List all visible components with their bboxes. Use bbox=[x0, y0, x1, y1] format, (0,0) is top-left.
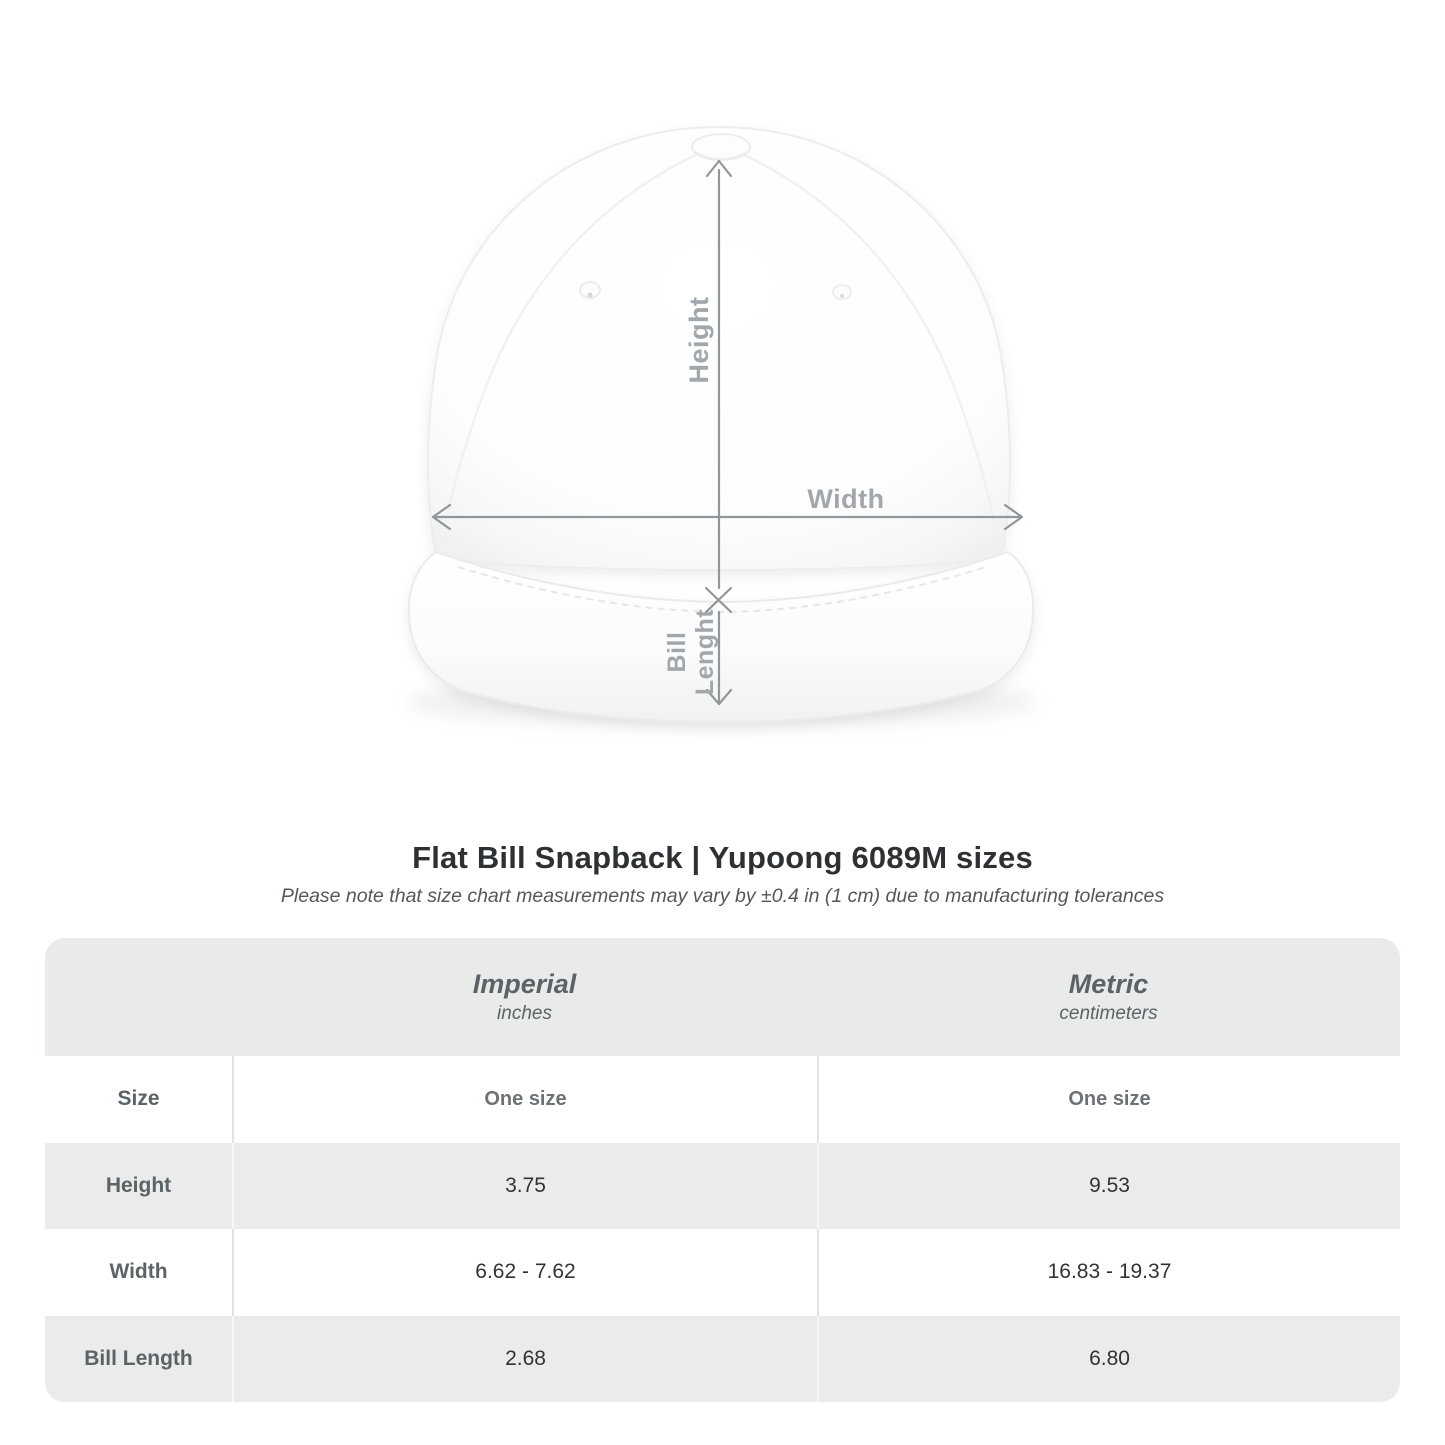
table-row-height bbox=[45, 1143, 1400, 1230]
row-label: Bill Length bbox=[84, 1346, 193, 1370]
width-label: Width bbox=[807, 484, 885, 514]
table-header-metric bbox=[817, 938, 1400, 1056]
size-table bbox=[45, 938, 1400, 1402]
metric-value: One size bbox=[817, 1056, 1400, 1143]
hat-eyelet-right bbox=[833, 285, 851, 299]
row-label: Height bbox=[105, 1173, 172, 1197]
table-row-size bbox=[45, 1056, 1400, 1143]
imperial-value: 2.68 bbox=[232, 1316, 817, 1403]
imperial-value: One size bbox=[232, 1056, 817, 1143]
metric-header-sublabel: centimeters bbox=[1059, 1003, 1158, 1024]
metric-value: 9.53 bbox=[817, 1143, 1400, 1230]
table-row-bill-length bbox=[45, 1316, 1400, 1403]
table-header-row bbox=[45, 938, 1400, 1056]
page-subtitle: Please note that size chart measurements may vary by ±0.4 in (1 cm) due to manufacturing tolerances bbox=[280, 885, 1165, 907]
imperial-value: 6.62 - 7.62 bbox=[232, 1229, 817, 1316]
imperial-header-sublabel: inches bbox=[497, 1003, 552, 1024]
table-header-imperial bbox=[232, 938, 817, 1056]
metric-value: 6.80 bbox=[817, 1316, 1400, 1403]
metric-header-label: Metric bbox=[1068, 969, 1149, 999]
height-label: Height bbox=[684, 296, 714, 384]
table-header-empty-cell bbox=[45, 938, 232, 1056]
hat-bill bbox=[409, 552, 1034, 722]
table-row-width bbox=[45, 1229, 1400, 1316]
hat-button bbox=[692, 134, 750, 160]
bill-length-label-line1: Bill bbox=[663, 631, 691, 673]
imperial-value: 3.75 bbox=[232, 1143, 817, 1230]
row-label: Size bbox=[117, 1087, 160, 1111]
title-block bbox=[0, 840, 1445, 908]
row-label: Width bbox=[109, 1260, 168, 1284]
metric-value: 16.83 - 19.37 bbox=[817, 1229, 1400, 1316]
hat-eyelet-left bbox=[580, 282, 600, 298]
imperial-header-label: Imperial bbox=[472, 969, 577, 999]
page-title: Flat Bill Snapback | Yupoong 6089M sizes bbox=[412, 840, 1033, 875]
bill-length-label-line2: Lenght bbox=[691, 608, 719, 696]
